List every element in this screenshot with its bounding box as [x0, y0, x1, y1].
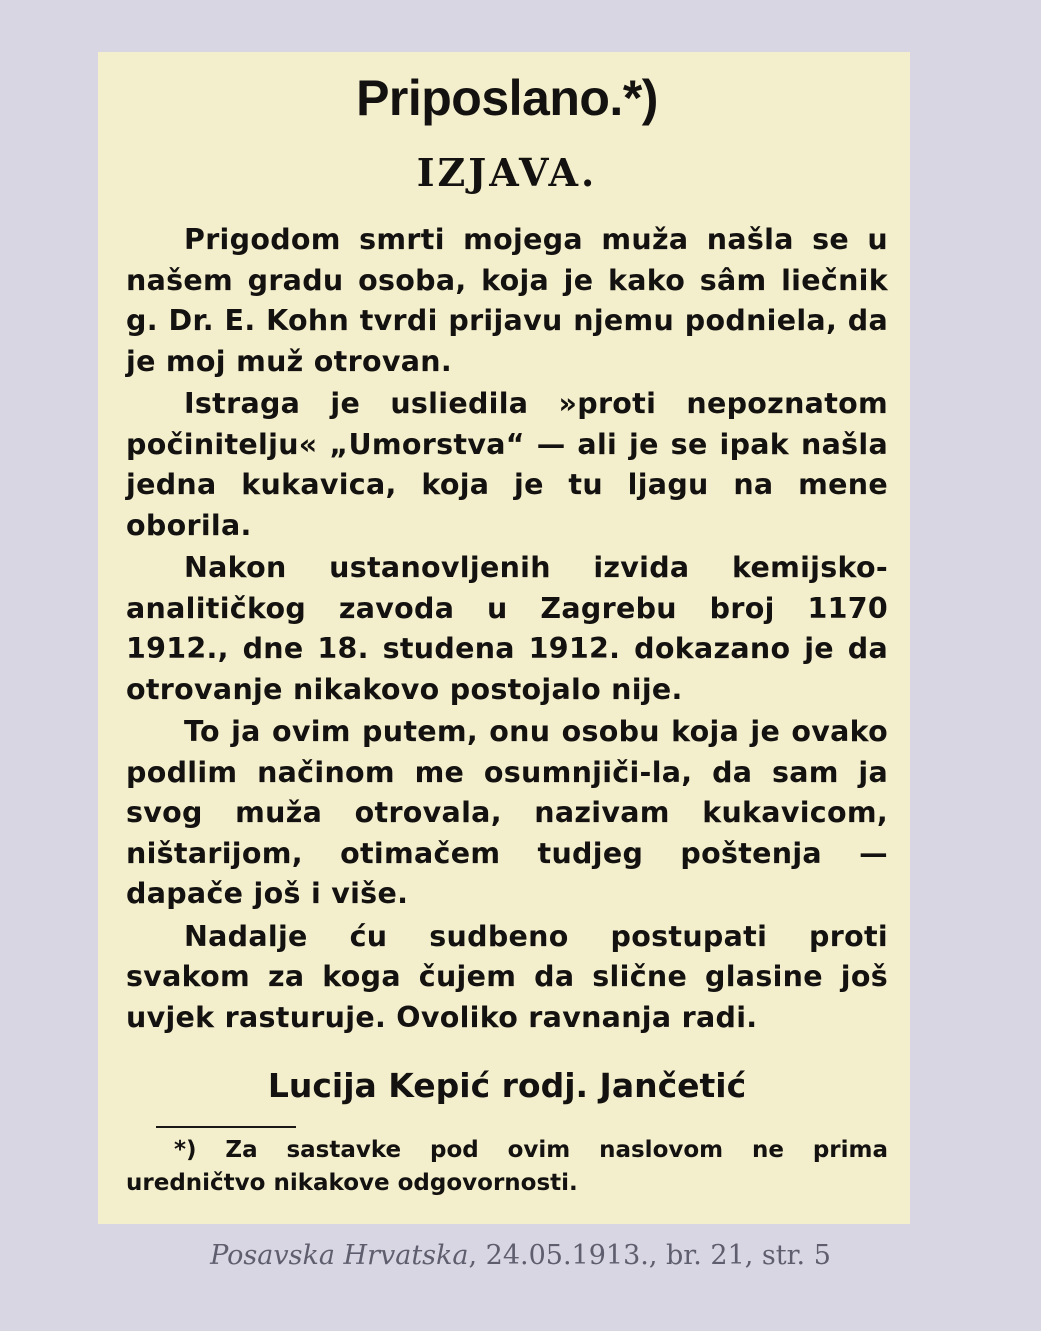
caption-publication: Posavska Hrvatska [210, 1240, 469, 1271]
newspaper-clipping [98, 52, 910, 1224]
caption-details: , 24.05.1913., br. 21, str. 5 [468, 1240, 831, 1271]
footnote: *) Za sastavke pod ovim naslovom ne prima uredničtvo nikakove odgovornosti. [126, 1137, 888, 1196]
signature: Lucija Kepić rodj. Jančetić [267, 1066, 747, 1105]
clipping-title: Priposlano.*) [356, 70, 658, 126]
paragraph-4: To ja ovim putem, onu osobu koja je ovako podlim načinom me osumnjiči-la, da sam ja svog muža otrovala, nazivam kukavicom, ništarijom, otimačem tudjeg poštenja — dapače još i više. [126, 715, 888, 910]
paragraph-3: Nakon ustanovljenih izvida kemijsko-analitičkog zavoda u Zagrebu broj 1170 1912., dne 18. studena 1912. dokazano je da otrovanje nikakovo postojalo nije. [126, 551, 888, 706]
paragraph-5: Nadalje ću sudbeno postupati proti svakom za koga čujem da slične glasine još uvjek rasturuje. Ovoliko ravnanja radi. [126, 919, 888, 1034]
footnote-divider [156, 1126, 296, 1128]
paragraph-2: Istraga je usliedila »proti nepoznatom počinitelju« „Umorstva“ — ali je se ipak našla jedna kukavica, koja je tu ljagu na mene oborila. [126, 387, 888, 542]
clipping-subtitle: IZJAVA. [416, 150, 598, 195]
paragraph-1: Prigodom smrti mojega muža našla se u našem gradu osoba, koja je kako sâm liečnik g. Dr. E. Kohn tvrdi prijavu njemu podniela, da je moj muž otrovan. [126, 223, 888, 378]
source-caption [0, 1240, 1041, 1271]
